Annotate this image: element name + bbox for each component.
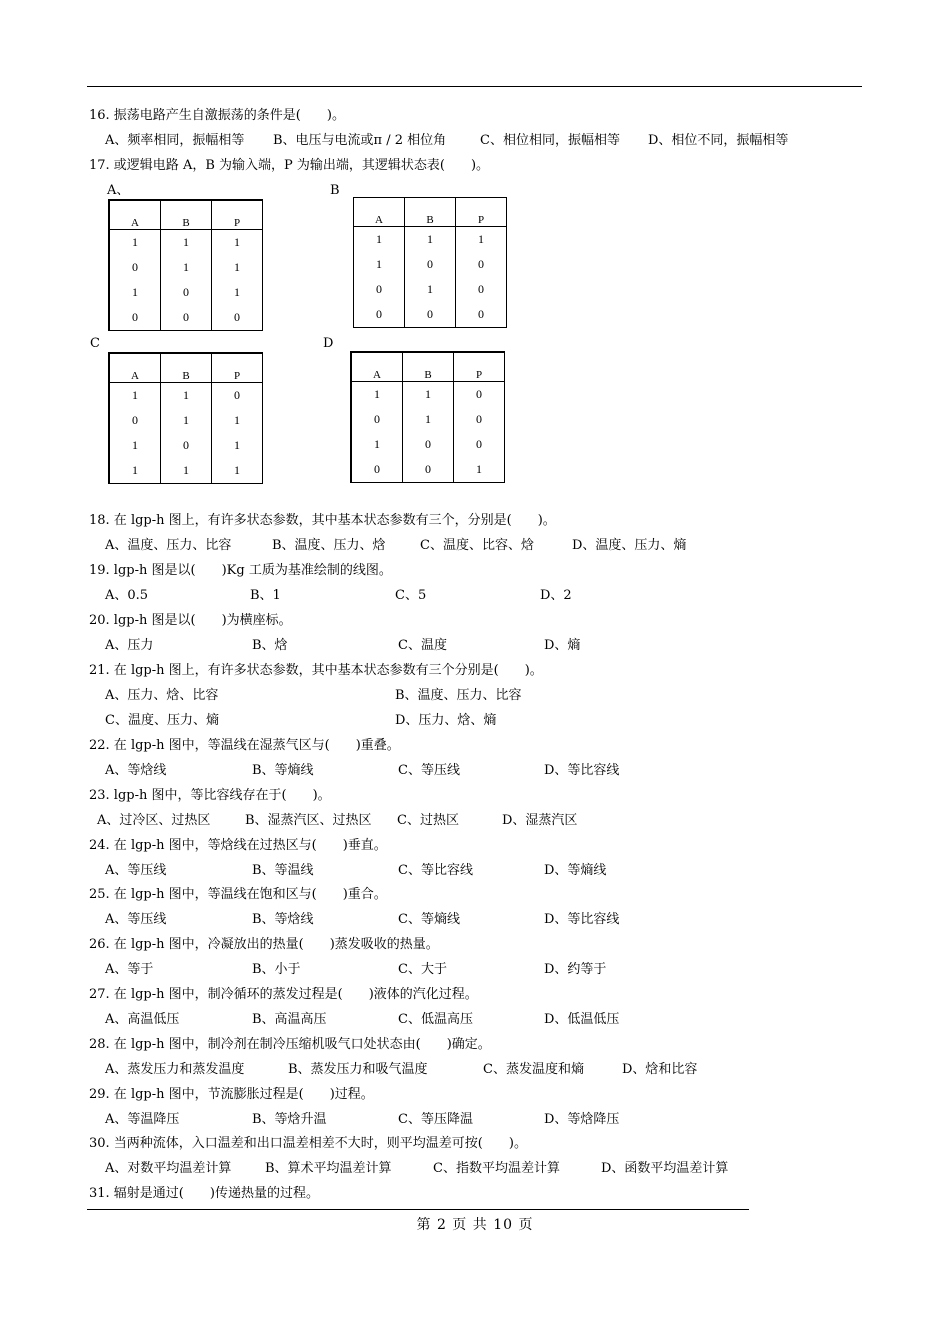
option-d: D、湿蒸汽区: [502, 813, 578, 828]
table-cell: 0: [212, 383, 263, 409]
table-cell: 0: [403, 457, 454, 483]
question-stem: 28. 在 lgp-h 图中，制冷剂在制冷压缩机吸气口处状态由( )确定。: [89, 1037, 491, 1052]
table-cell: 1: [109, 280, 161, 305]
table-cell: 1: [354, 227, 405, 253]
table-cell: 0: [354, 277, 405, 302]
table-cell: 0: [161, 433, 212, 458]
question-stem: 29. 在 lgp-h 图中，节流膨胀过程是( )过程。: [89, 1087, 374, 1102]
table-cell: 0: [109, 408, 161, 433]
table-cell: 1: [212, 255, 263, 280]
option-c: C、等比容线: [398, 863, 473, 878]
question-stem: 17. 或逻辑电路 A，B 为输入端，P 为输出端，其逻辑状态表( )。: [89, 158, 490, 173]
table-cell: 0: [403, 432, 454, 457]
option-c: C、等熵线: [398, 912, 460, 927]
option-c: C、相位相同，振幅相等: [480, 133, 620, 148]
option-d: D、约等于: [544, 962, 607, 977]
option-a: A、等焓线: [105, 763, 167, 778]
option-d: D、2: [540, 588, 572, 603]
question-stem: 18. 在 lgp-h 图上，有许多状态参数，其中基本状态参数有三个，分别是( )。: [89, 513, 556, 528]
page-footer: 第 2 页 共 10 页: [416, 1217, 534, 1233]
table-cell: 0: [351, 457, 403, 483]
option-a: A、温度、压力、比容: [105, 538, 232, 553]
table-cell: 0: [161, 280, 212, 305]
option-c: C、5: [395, 588, 427, 603]
header-cell: A: [354, 198, 405, 227]
table-cell: 1: [109, 458, 161, 484]
option-c: C、大于: [398, 962, 447, 977]
option-c: C、等压降温: [398, 1112, 473, 1127]
table-cell: 1: [456, 227, 507, 253]
table-cell: 1: [161, 255, 212, 280]
option-d: D、函数平均温差计算: [601, 1161, 729, 1176]
question-stem: 20. lgp-h 图是以( )为横座标。: [89, 613, 292, 628]
header-cell: P: [212, 200, 263, 230]
option-b: B、等焓升温: [252, 1112, 327, 1127]
header-cell: A: [109, 200, 161, 230]
question-stem: 31. 辐射是通过( )传递热量的过程。: [89, 1186, 319, 1201]
table-cell: 1: [454, 457, 505, 483]
table-cell: 1: [109, 433, 161, 458]
option-b: B、高温高压: [252, 1012, 327, 1027]
table-cell: 1: [161, 458, 212, 484]
option-b: B、温度、压力、比容: [395, 688, 522, 703]
table-cell: 1: [212, 280, 263, 305]
option-d: D、低温低压: [544, 1012, 620, 1027]
option-a: A、压力: [105, 638, 154, 653]
table-cell: 0: [456, 302, 507, 328]
table-cell: 1: [161, 408, 212, 433]
option-c: C、过热区: [397, 813, 459, 828]
table-cell: 0: [454, 407, 505, 432]
question-stem: 16. 振荡电路产生自激振荡的条件是( )。: [89, 108, 345, 123]
truth-table-c: [108, 352, 263, 484]
table-cell: 1: [212, 433, 263, 458]
option-a: A、压力、焓、比容: [105, 688, 219, 703]
question-stem: 21. 在 lgp-h 图上，有许多状态参数，其中基本状态参数有三个分别是( )。: [89, 663, 543, 678]
table-cell: 1: [351, 432, 403, 457]
truth-table-a: [108, 199, 263, 331]
table-cell: 1: [212, 458, 263, 484]
option-b: B、1: [250, 588, 281, 603]
option-a: A、0.5: [105, 588, 149, 603]
table-cell: 0: [354, 302, 405, 328]
header-cell: P: [212, 353, 263, 383]
option-b: B、小于: [252, 962, 301, 977]
option-b: B、温度、压力、焓: [272, 538, 386, 553]
option-d: D、等焓降压: [544, 1112, 620, 1127]
option-c: C、等压线: [398, 763, 460, 778]
option-b: B、等熵线: [252, 763, 314, 778]
table-cell: 1: [109, 383, 161, 409]
question-stem: 22. 在 lgp-h 图中，等温线在湿蒸气区与( )重叠。: [89, 738, 400, 753]
header-cell: A: [109, 353, 161, 383]
option-a: A、等温降压: [105, 1112, 180, 1127]
table-label-d: D: [323, 336, 334, 351]
table-cell: 1: [212, 408, 263, 433]
table-cell: 0: [454, 382, 505, 408]
option-a: A、对数平均温差计算: [105, 1161, 232, 1176]
truth-table-b: [353, 197, 507, 328]
table-cell: 1: [212, 230, 263, 256]
table-cell: 1: [354, 252, 405, 277]
table-cell: 1: [109, 230, 161, 256]
question-stem: 19. lgp-h 图是以( )Kg 工质为基准绘制的线图。: [89, 563, 392, 578]
option-c: C、温度、比容、焓: [420, 538, 534, 553]
option-b: B、等温线: [252, 863, 314, 878]
truth-table-d: [350, 351, 505, 483]
option-d: D、焓和比容: [622, 1062, 698, 1077]
header-cell: P: [456, 198, 507, 227]
option-b: B、算术平均温差计算: [265, 1161, 392, 1176]
table-cell: 1: [403, 407, 454, 432]
option-a: A、过冷区、过热区: [97, 813, 211, 828]
question-stem: 25. 在 lgp-h 图中，等温线在饱和区与( )重合。: [89, 887, 387, 902]
option-d: D、熵: [544, 638, 581, 653]
option-d: D、等熵线: [544, 863, 607, 878]
table-cell: 1: [161, 230, 212, 256]
option-c: C、温度: [398, 638, 447, 653]
table-cell: 0: [161, 305, 212, 331]
option-c: C、指数平均温差计算: [433, 1161, 560, 1176]
option-b: B、蒸发压力和吸气温度: [288, 1062, 428, 1077]
table-cell: 0: [351, 407, 403, 432]
table-cell: 0: [456, 252, 507, 277]
header-cell: B: [161, 200, 212, 230]
header-cell: B: [161, 353, 212, 383]
option-d: D、等比容线: [544, 912, 620, 927]
question-stem: 24. 在 lgp-h 图中，等焓线在过热区与( )垂直。: [89, 838, 387, 853]
top-rule: [87, 86, 862, 87]
header-cell: A: [351, 352, 403, 382]
option-c: C、蒸发温度和熵: [483, 1062, 584, 1077]
option-c: C、温度、压力、熵: [105, 713, 219, 728]
option-b: B、等焓线: [252, 912, 314, 927]
table-cell: 0: [454, 432, 505, 457]
table-cell: 1: [351, 382, 403, 408]
option-a: A、蒸发压力和蒸发温度: [105, 1062, 245, 1077]
option-d: D、压力、焓、熵: [395, 713, 497, 728]
option-b: B、电压与电流或π / 2 相位角: [273, 133, 447, 148]
option-d: D、温度、压力、熵: [572, 538, 687, 553]
option-a: A、等压线: [105, 912, 167, 927]
question-stem: 30. 当两种流体，入口温差和出口温差相差不大时，则平均温差可按( )。: [89, 1136, 527, 1151]
header-cell: P: [454, 352, 505, 382]
table-cell: 1: [405, 227, 456, 253]
bottom-rule: [87, 1209, 749, 1210]
option-a: A、等压线: [105, 863, 167, 878]
header-cell: B: [405, 198, 456, 227]
table-cell: 1: [161, 383, 212, 409]
option-b: B、焓: [252, 638, 288, 653]
table-cell: 1: [405, 277, 456, 302]
table-cell: 0: [212, 305, 263, 331]
option-d: D、相位不同，振幅相等: [648, 133, 789, 148]
table-cell: 0: [405, 252, 456, 277]
option-b: B、湿蒸汽区、过热区: [245, 813, 372, 828]
table-cell: 0: [405, 302, 456, 328]
option-d: D、等比容线: [544, 763, 620, 778]
table-label-b: B: [330, 183, 340, 198]
table-cell: 0: [456, 277, 507, 302]
question-stem: 27. 在 lgp-h 图中，制冷循环的蒸发过程是( )液体的汽化过程。: [89, 987, 478, 1002]
header-cell: B: [403, 352, 454, 382]
option-a: A、频率相同，振幅相等: [105, 133, 245, 148]
table-label-c: C: [90, 336, 100, 351]
option-c: C、低温高压: [398, 1012, 473, 1027]
option-a: A、高温低压: [105, 1012, 180, 1027]
table-cell: 0: [109, 305, 161, 331]
table-cell: 1: [403, 382, 454, 408]
question-stem: 26. 在 lgp-h 图中，冷凝放出的热量( )蒸发吸收的热量。: [89, 937, 439, 952]
table-label-a: A、: [107, 183, 130, 198]
question-stem: 23. lgp-h 图中，等比容线存在于( )。: [89, 788, 331, 803]
table-cell: 0: [109, 255, 161, 280]
option-a: A、等于: [105, 962, 154, 977]
